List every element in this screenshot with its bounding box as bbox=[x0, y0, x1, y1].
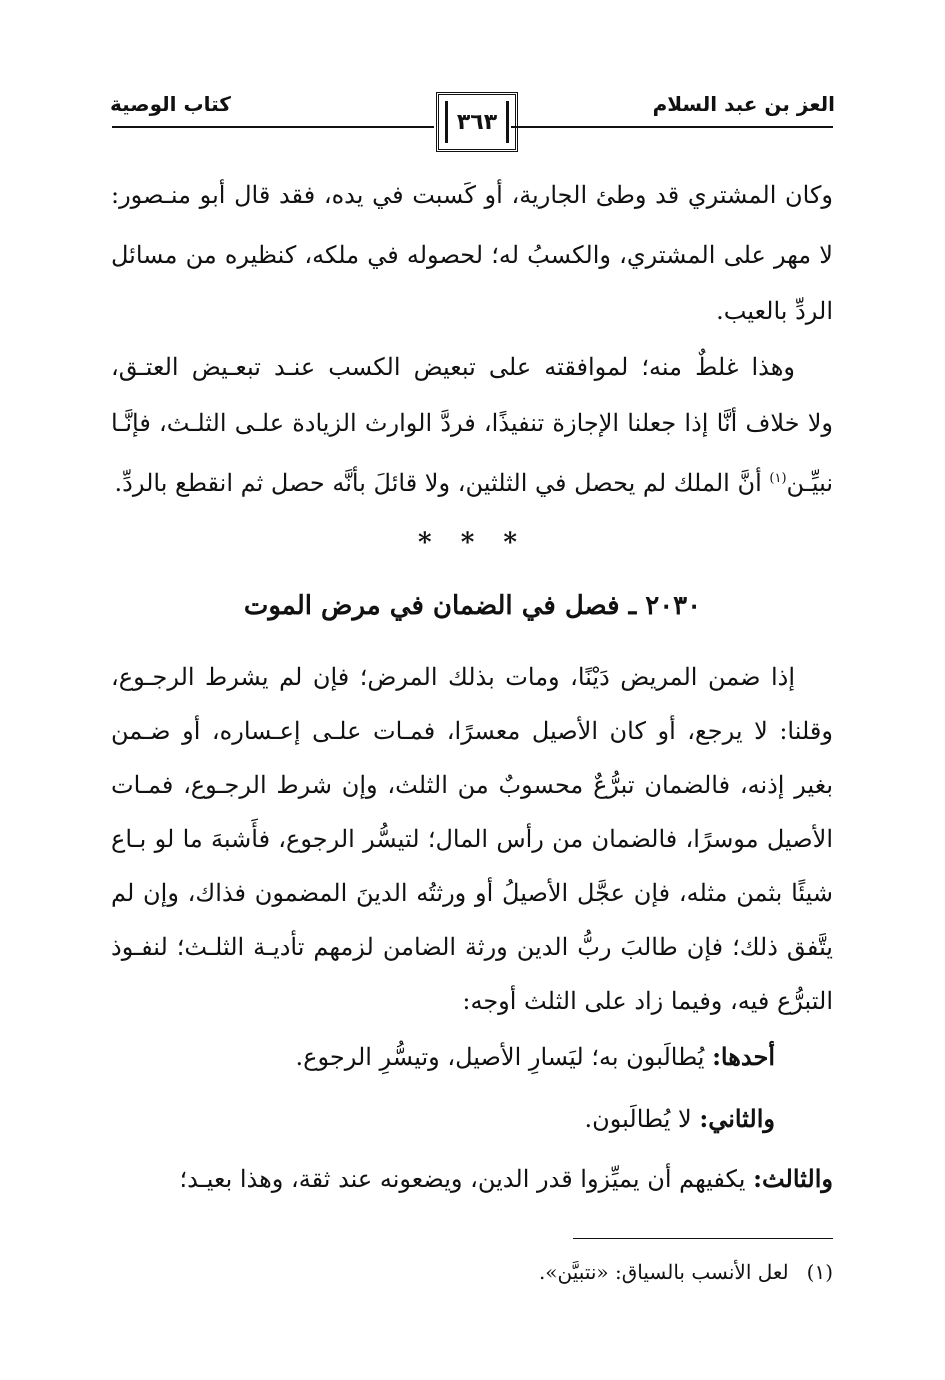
footnote-marker: (١) bbox=[769, 471, 787, 486]
text-line: لا مهر على المشتري، والكسبُ له؛ لحصوله في ملكه، كنظيره من مسائل bbox=[111, 241, 833, 269]
text-line: بغير إذنه، فالضمان تبرُّعٌ محسوبٌ من الثلث، وإن شرط الرجـوع، فمـات bbox=[111, 771, 833, 799]
page-number-frame bbox=[436, 92, 518, 152]
header-rule-right bbox=[511, 126, 833, 128]
text-fragment: نبيِّـن bbox=[786, 469, 833, 497]
text-line: يتَّفق ذلك؛ فإن طالبَ ربُّ الدين ورثة الضامن لزمهم تأديـة الثلـث؛ لنفـوذ bbox=[111, 933, 833, 961]
text-fragment: أنَّ الملك لم يحصل في الثلثين، ولا قائلَ بأنَّه حصل ثم انقطع بالردِّ. bbox=[114, 469, 770, 497]
list-item bbox=[296, 1040, 775, 1074]
list-item bbox=[111, 1162, 833, 1196]
footnote-number: (١) bbox=[806, 1260, 833, 1284]
section-separator: * * * bbox=[418, 528, 527, 558]
text-line: التبرُّع فيه، وفيما زاد على الثلث أوجه: bbox=[462, 987, 833, 1015]
text-line: الأصيل موسرًا، فالضمان من رأس المال؛ لتيسُّر الرجوع، فأَشبهَ ما لو بـاع bbox=[111, 825, 833, 853]
header-rule-left bbox=[112, 126, 434, 128]
list-item bbox=[584, 1102, 775, 1136]
text-line: الردِّ بالعيب. bbox=[716, 297, 833, 325]
text-line: إذا ضمن المريض دَيْنًا، ومات بذلك المرض؛ فإن لم يشرط الرجـوع، bbox=[111, 663, 795, 691]
item-label: والثالث: bbox=[753, 1164, 833, 1193]
header-book-title: كتاب الوصية bbox=[110, 92, 231, 116]
item-text: يكفيهم أن يميِّزوا قدر الدين، ويضعونه عند ثقة، وهذا بعيـد؛ bbox=[179, 1165, 754, 1193]
text-line: وكان المشتري قد وطئ الجارية، أو كَسبت في يده، فقد قال أبو منـصور: bbox=[111, 181, 833, 209]
header-author: العز بن عبد السلام bbox=[652, 92, 835, 116]
item-text: يُطالَبون به؛ ليَسارِ الأصيل، وتيسُّرِ الرجوع. bbox=[295, 1043, 713, 1071]
text-line: وقلنا: لا يرجع، أو كان الأصيل معسرًا، فمـات علـى إعـساره، أو ضـمن bbox=[111, 717, 833, 745]
footnote-divider bbox=[573, 1238, 833, 1239]
item-label: أحدها: bbox=[712, 1042, 775, 1071]
footnote-text: لعل الأنسب بالسياق: «نتبيَّن». bbox=[538, 1260, 789, 1284]
item-label: والثاني: bbox=[699, 1104, 775, 1133]
text-line: ولا خلاف أنَّا إذا جعلنا الإجازة تنفيذًا، فردَّ الوارث الزيادة علـى الثلـث، فإنَّـا bbox=[111, 409, 833, 437]
page-number: ٣٦٣ bbox=[456, 109, 498, 135]
footnote bbox=[539, 1260, 833, 1284]
text-line: شيئًا بثمن مثله، فإن عجَّل الأصيلُ أو ورثتُه الدينَ المضمون فذاك، وإن لم bbox=[111, 879, 833, 907]
section-heading: ٢٠٣٠ ـ فصل في الضمان في مرض الموت bbox=[243, 591, 702, 621]
item-text: لا يُطالَبون. bbox=[584, 1105, 700, 1133]
text-line: وهذا غلطٌ منه؛ لموافقته على تبعيض الكسب عنـد تبعـيض العتـق، bbox=[111, 353, 795, 381]
text-line bbox=[111, 462, 833, 500]
